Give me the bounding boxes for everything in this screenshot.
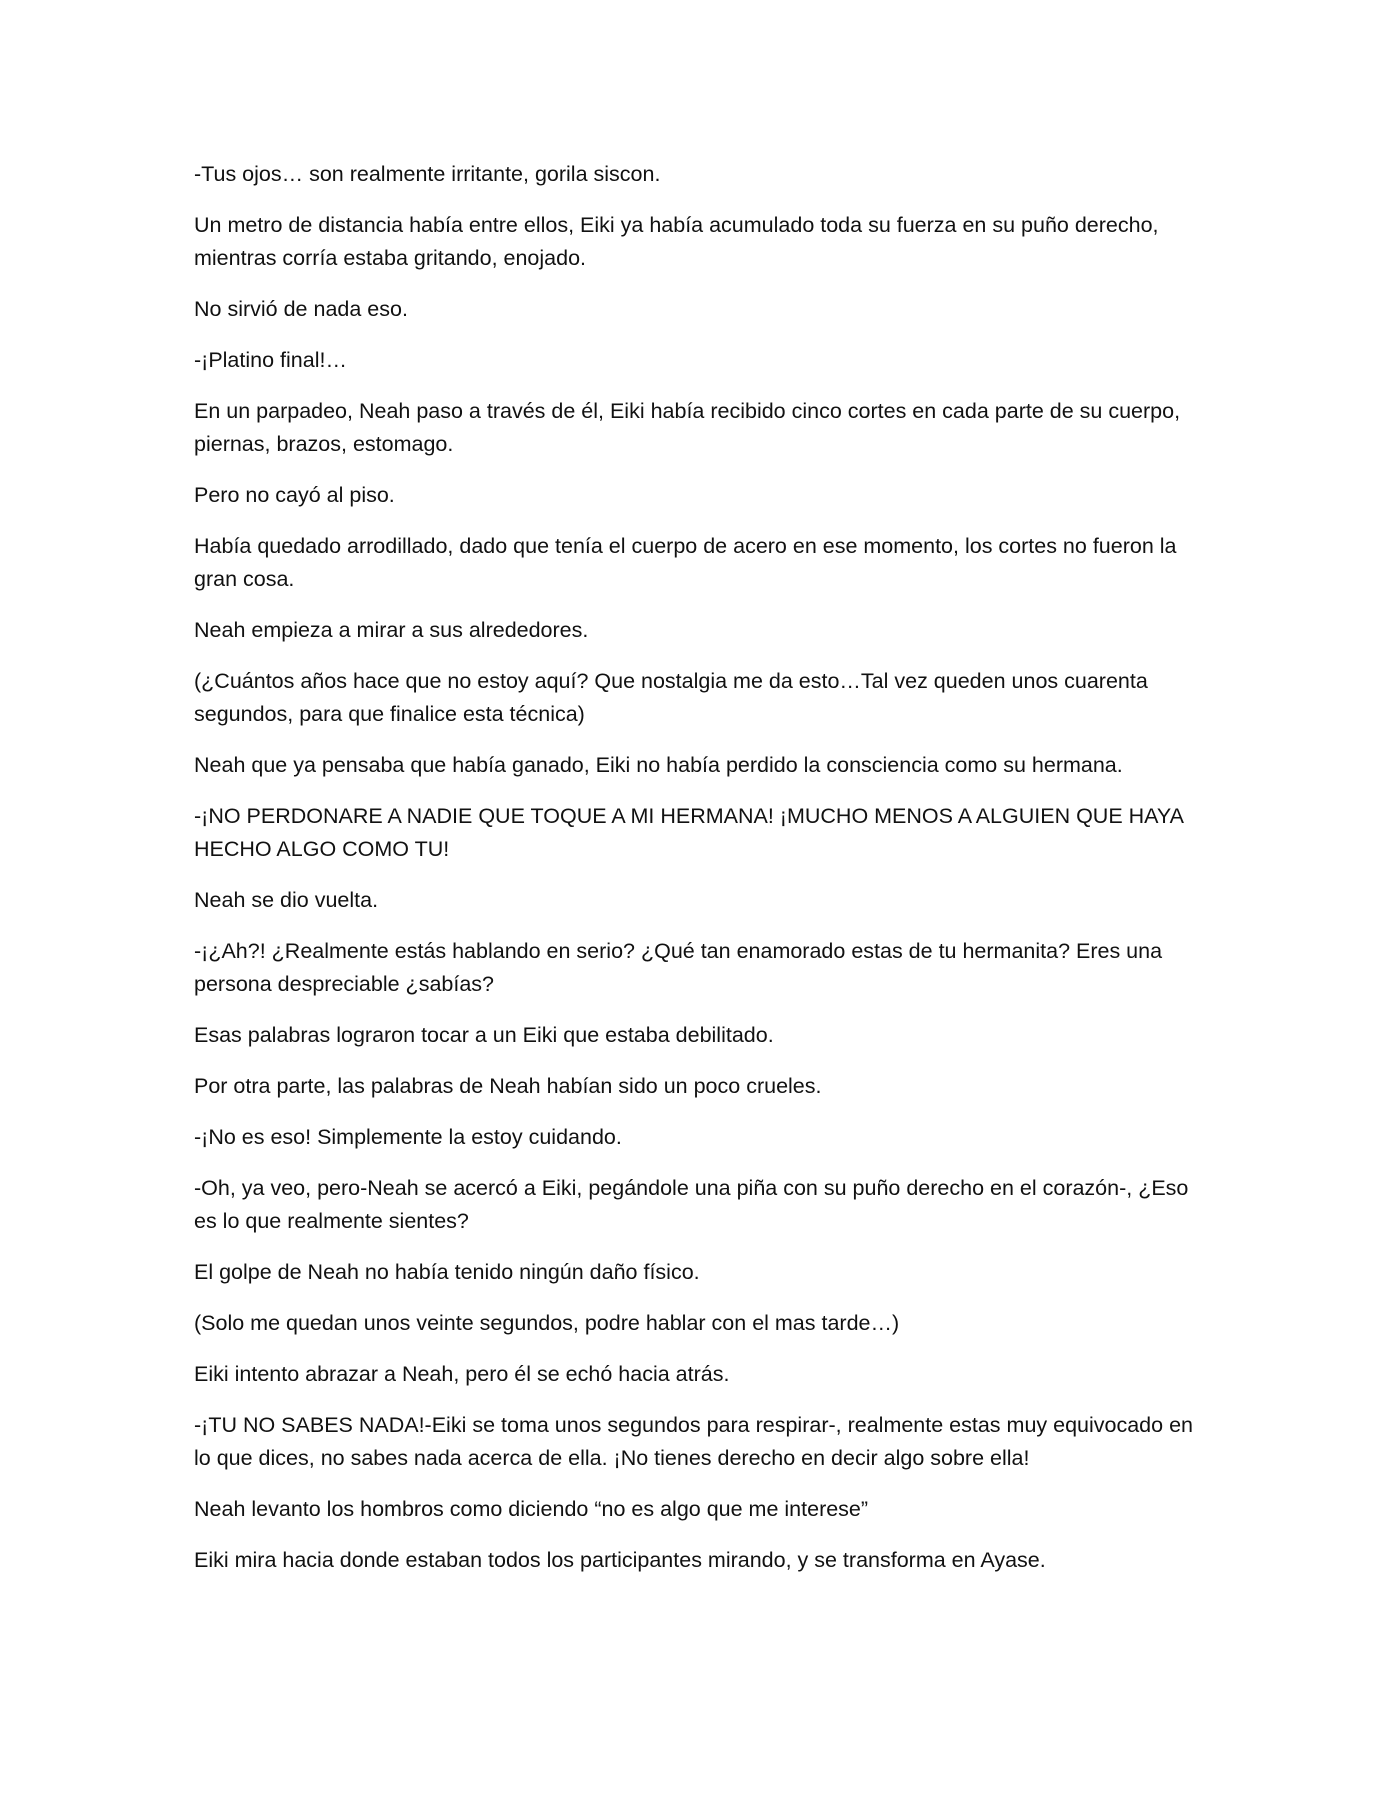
- paragraph: Pero no cayó al piso.: [194, 483, 395, 507]
- paragraph: -¡No es eso! Simplemente la estoy cuidando.: [194, 1125, 622, 1149]
- paragraph: -Tus ojos… son realmente irritante, gorila siscon.: [194, 162, 661, 186]
- document-body: [194, 158, 1214, 1595]
- paragraph: Neah empieza a mirar a sus alrededores.: [194, 618, 589, 642]
- paragraph: -¡¿Ah?! ¿Realmente estás hablando en serio? ¿Qué tan enamorado estas de tu hermanita? Eres una persona despreciable ¿sabías?: [194, 939, 1163, 996]
- paragraph: -¡TU NO SABES NADA!-Eiki se toma unos segundos para respirar-, realmente estas muy equivocado en lo que dices, no sabes nada acerca de ella. ¡No tienes derecho en decir algo sobre ella!: [194, 1413, 1193, 1470]
- paragraph: No sirvió de nada eso.: [194, 297, 408, 321]
- paragraph: -¡Platino final!…: [194, 348, 347, 372]
- paragraph: -¡NO PERDONARE A NADIE QUE TOQUE A MI HERMANA! ¡MUCHO MENOS A ALGUIEN QUE HAYA HECHO ALGO COMO TU!: [194, 804, 1183, 861]
- paragraph: (¿Cuántos años hace que no estoy aquí? Que nostalgia me da esto…Tal vez queden unos cuarenta segundos, para que finalice esta técnica): [194, 669, 1148, 726]
- paragraph: Había quedado arrodillado, dado que tenía el cuerpo de acero en ese momento, los cortes no fueron la gran cosa.: [194, 534, 1177, 591]
- paragraph: Neah se dio vuelta.: [194, 888, 379, 912]
- paragraph: Un metro de distancia había entre ellos, Eiki ya había acumulado toda su fuerza en su puño derecho, mientras corría estaba gritando, enojado.: [194, 213, 1159, 270]
- paragraph: Neah que ya pensaba que había ganado, Eiki no había perdido la consciencia como su hermana.: [194, 753, 1123, 777]
- paragraph: En un parpadeo, Neah paso a través de él, Eiki había recibido cinco cortes en cada parte de su cuerpo, piernas, brazos, estomago.: [194, 399, 1181, 456]
- paragraph: -Oh, ya veo, pero-Neah se acercó a Eiki, pegándole una piña con su puño derecho en el corazón-, ¿Eso es lo que realmente sientes?: [194, 1176, 1189, 1233]
- paragraph: Eiki mira hacia donde estaban todos los participantes mirando, y se transforma en Ayase.: [194, 1548, 1046, 1572]
- paragraph: Por otra parte, las palabras de Neah habían sido un poco crueles.: [194, 1074, 822, 1098]
- paragraph: Esas palabras lograron tocar a un Eiki que estaba debilitado.: [194, 1023, 774, 1047]
- paragraph: El golpe de Neah no había tenido ningún daño físico.: [194, 1260, 700, 1284]
- paragraph: Eiki intento abrazar a Neah, pero él se echó hacia atrás.: [194, 1362, 730, 1386]
- paragraph: (Solo me quedan unos veinte segundos, podre hablar con el mas tarde…): [194, 1311, 900, 1335]
- paragraph: Neah levanto los hombros como diciendo “no es algo que me interese”: [194, 1497, 869, 1521]
